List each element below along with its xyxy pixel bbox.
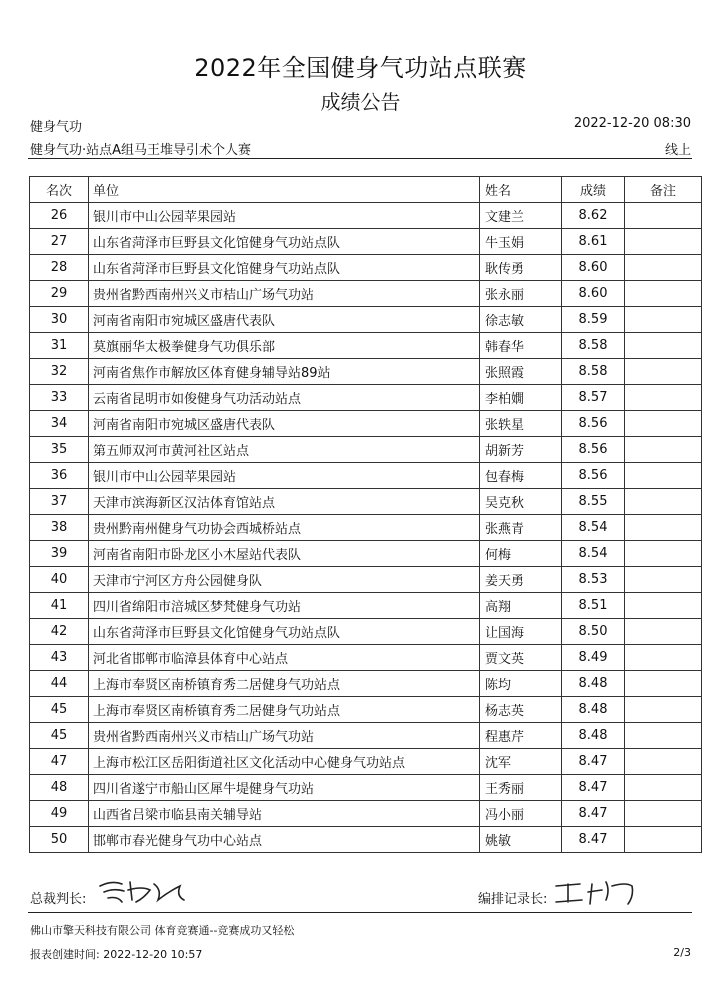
name-cell: 李柏嫺 [480, 385, 562, 411]
note-cell [625, 229, 702, 255]
rank-cell: 42 [30, 619, 89, 645]
event-name: 健身气功·站点A组马王堆导引术个人赛 [30, 143, 252, 158]
name-cell: 姜天勇 [480, 567, 562, 593]
col-score-header: 成绩 [562, 177, 625, 203]
note-cell [625, 775, 702, 801]
name-cell: 张永丽 [480, 281, 562, 307]
unit-cell: 第五师双河市黄河社区站点 [89, 437, 480, 463]
table-row [30, 645, 702, 671]
name-cell: 王秀丽 [480, 775, 562, 801]
name-cell: 张燕青 [480, 515, 562, 541]
table-row [30, 775, 702, 801]
table-row [30, 359, 702, 385]
note-cell [625, 333, 702, 359]
table-row [30, 281, 702, 307]
name-cell: 陈均 [480, 671, 562, 697]
score-cell: 8.47 [562, 749, 625, 775]
col-rank-header: 名次 [30, 177, 89, 203]
unit-cell: 上海市奉贤区南桥镇育秀二居健身气功站点 [89, 671, 480, 697]
score-cell: 8.53 [562, 567, 625, 593]
unit-cell: 河北省邯郸市临漳县体育中心站点 [89, 645, 480, 671]
name-cell: 杨志英 [480, 697, 562, 723]
unit-cell: 上海市松江区岳阳街道社区文化活动中心健身气功站点 [89, 749, 480, 775]
rank-cell: 49 [30, 801, 89, 827]
footer-company: 佛山市擎天科技有限公司 体育竞赛通--竞赛成功又轻松 [30, 924, 295, 937]
score-cell: 8.58 [562, 333, 625, 359]
rank-cell: 29 [30, 281, 89, 307]
name-cell: 张照霞 [480, 359, 562, 385]
page-number: 2/3 [673, 946, 691, 959]
note-cell [625, 411, 702, 437]
unit-cell: 山东省菏泽市巨野县文化馆健身气功站点队 [89, 229, 480, 255]
name-cell: 沈军 [480, 749, 562, 775]
table-row [30, 619, 702, 645]
unit-cell: 四川省绵阳市涪城区梦梵健身气功站 [89, 593, 480, 619]
rank-cell: 41 [30, 593, 89, 619]
chief-referee-label: 总裁判长: [30, 892, 87, 907]
report-subtitle: 成绩公告 [320, 90, 401, 114]
score-cell: 8.54 [562, 541, 625, 567]
rank-cell: 35 [30, 437, 89, 463]
col-name-header: 姓名 [480, 177, 562, 203]
rank-cell: 33 [30, 385, 89, 411]
name-cell: 牛玉娟 [480, 229, 562, 255]
score-cell: 8.58 [562, 359, 625, 385]
note-cell [625, 749, 702, 775]
unit-cell: 河南省南阳市卧龙区小木屋站代表队 [89, 541, 480, 567]
table-row [30, 203, 702, 229]
unit-cell: 山东省菏泽市巨野县文化馆健身气功站点队 [89, 255, 480, 281]
unit-cell: 上海市奉贤区南桥镇育秀二居健身气功站点 [89, 697, 480, 723]
table-row [30, 801, 702, 827]
unit-cell: 邯郸市春光健身气功中心站点 [89, 827, 480, 853]
score-cell: 8.60 [562, 281, 625, 307]
note-cell [625, 255, 702, 281]
note-cell [625, 645, 702, 671]
score-cell: 8.54 [562, 515, 625, 541]
rank-cell: 34 [30, 411, 89, 437]
score-cell: 8.61 [562, 229, 625, 255]
score-cell: 8.48 [562, 697, 625, 723]
unit-cell: 天津市宁河区方舟公园健身队 [89, 567, 480, 593]
name-cell: 耿传勇 [480, 255, 562, 281]
unit-cell: 贵州省黔西南州兴义市桔山广场气功站 [89, 723, 480, 749]
unit-cell: 贵州省黔西南州兴义市桔山广场气功站 [89, 281, 480, 307]
name-cell: 贾文英 [480, 645, 562, 671]
rank-cell: 32 [30, 359, 89, 385]
note-cell [625, 489, 702, 515]
unit-cell: 河南省南阳市宛城区盛唐代表队 [89, 411, 480, 437]
note-cell [625, 203, 702, 229]
note-cell [625, 671, 702, 697]
name-cell: 韩春华 [480, 333, 562, 359]
table-row [30, 307, 702, 333]
name-cell: 程惠芹 [480, 723, 562, 749]
unit-cell: 河南省南阳市宛城区盛唐代表队 [89, 307, 480, 333]
rank-cell: 44 [30, 671, 89, 697]
note-cell [625, 697, 702, 723]
col-unit-header: 单位 [89, 177, 480, 203]
table-row [30, 229, 702, 255]
note-cell [625, 385, 702, 411]
name-cell: 徐志敏 [480, 307, 562, 333]
name-cell: 姚敏 [480, 827, 562, 853]
unit-cell: 贵州黔南州健身气功协会西城桥站点 [89, 515, 480, 541]
unit-cell: 天津市滨海新区汉沽体育馆站点 [89, 489, 480, 515]
score-cell: 8.62 [562, 203, 625, 229]
footer-created-time: 报表创建时间: 2022-12-20 10:57 [30, 948, 203, 961]
score-cell: 8.47 [562, 827, 625, 853]
name-cell: 高翔 [480, 593, 562, 619]
note-cell [625, 359, 702, 385]
table-row [30, 723, 702, 749]
note-cell [625, 437, 702, 463]
score-cell: 8.47 [562, 801, 625, 827]
score-cell: 8.55 [562, 489, 625, 515]
rank-cell: 39 [30, 541, 89, 567]
table-row [30, 385, 702, 411]
rank-cell: 26 [30, 203, 89, 229]
name-cell: 张轶星 [480, 411, 562, 437]
rank-cell: 38 [30, 515, 89, 541]
name-cell: 让国海 [480, 619, 562, 645]
table-row [30, 827, 702, 853]
score-cell: 8.50 [562, 619, 625, 645]
rank-cell: 31 [30, 333, 89, 359]
note-cell [625, 567, 702, 593]
score-cell: 8.47 [562, 775, 625, 801]
rank-cell: 50 [30, 827, 89, 853]
note-cell [625, 593, 702, 619]
unit-cell: 山西省吕梁市临县南关辅导站 [89, 801, 480, 827]
table-row [30, 671, 702, 697]
table-row [30, 411, 702, 437]
rank-cell: 28 [30, 255, 89, 281]
table-row [30, 463, 702, 489]
report-title: 2022年全国健身气功站点联赛 [194, 54, 527, 82]
table-row [30, 697, 702, 723]
unit-cell: 河南省焦作市解放区体育健身辅导站89站 [89, 359, 480, 385]
unit-cell: 四川省遂宁市船山区犀牛堤健身气功站 [89, 775, 480, 801]
note-cell [625, 307, 702, 333]
note-cell [625, 515, 702, 541]
recorder-label: 编排记录长: [478, 892, 548, 907]
rank-cell: 37 [30, 489, 89, 515]
score-cell: 8.56 [562, 463, 625, 489]
name-cell: 文建兰 [480, 203, 562, 229]
table-row [30, 333, 702, 359]
score-cell: 8.60 [562, 255, 625, 281]
table-row [30, 567, 702, 593]
rank-cell: 27 [30, 229, 89, 255]
unit-cell: 山东省菏泽市巨野县文化馆健身气功站点队 [89, 619, 480, 645]
rank-cell: 43 [30, 645, 89, 671]
table-row [30, 255, 702, 281]
rank-cell: 45 [30, 697, 89, 723]
note-cell [625, 463, 702, 489]
unit-cell: 莫旗丽华太极拳健身气功俱乐部 [89, 333, 480, 359]
recorder-handwriting [552, 878, 642, 908]
unit-cell: 云南省昆明市如俊健身气功活动站点 [89, 385, 480, 411]
score-cell: 8.49 [562, 645, 625, 671]
note-cell [625, 281, 702, 307]
report-datetime: 2022-12-20 08:30 [573, 116, 691, 131]
table-row [30, 515, 702, 541]
competition-mode: 线上 [664, 143, 691, 158]
rank-cell: 30 [30, 307, 89, 333]
footer-divider [28, 912, 692, 913]
results-body [30, 203, 702, 853]
score-cell: 8.51 [562, 593, 625, 619]
note-cell [625, 827, 702, 853]
rank-cell: 47 [30, 749, 89, 775]
note-cell [625, 723, 702, 749]
results-table [29, 176, 702, 853]
col-note-header: 备注 [625, 177, 702, 203]
table-row [30, 593, 702, 619]
category-label: 健身气功 [30, 120, 83, 135]
table-row [30, 541, 702, 567]
name-cell: 吴克秋 [480, 489, 562, 515]
chief-referee-signature [30, 888, 86, 907]
score-cell: 8.56 [562, 437, 625, 463]
name-cell: 胡新芳 [480, 437, 562, 463]
header-divider [28, 158, 692, 159]
name-cell: 包春梅 [480, 463, 562, 489]
score-cell: 8.48 [562, 723, 625, 749]
score-cell: 8.57 [562, 385, 625, 411]
name-cell: 冯小丽 [480, 801, 562, 827]
unit-cell: 银川市中山公园苹果园站 [89, 203, 480, 229]
note-cell [625, 801, 702, 827]
chief-referee-handwriting [92, 876, 192, 906]
name-cell: 何梅 [480, 541, 562, 567]
rank-cell: 40 [30, 567, 89, 593]
table-row [30, 489, 702, 515]
unit-cell: 银川市中山公园苹果园站 [89, 463, 480, 489]
score-cell: 8.56 [562, 411, 625, 437]
table-row [30, 437, 702, 463]
score-cell: 8.59 [562, 307, 625, 333]
table-header-row [30, 177, 702, 203]
recorder-signature [478, 888, 547, 907]
rank-cell: 48 [30, 775, 89, 801]
rank-cell: 36 [30, 463, 89, 489]
score-cell: 8.48 [562, 671, 625, 697]
note-cell [625, 619, 702, 645]
note-cell [625, 541, 702, 567]
table-row [30, 749, 702, 775]
rank-cell: 45 [30, 723, 89, 749]
